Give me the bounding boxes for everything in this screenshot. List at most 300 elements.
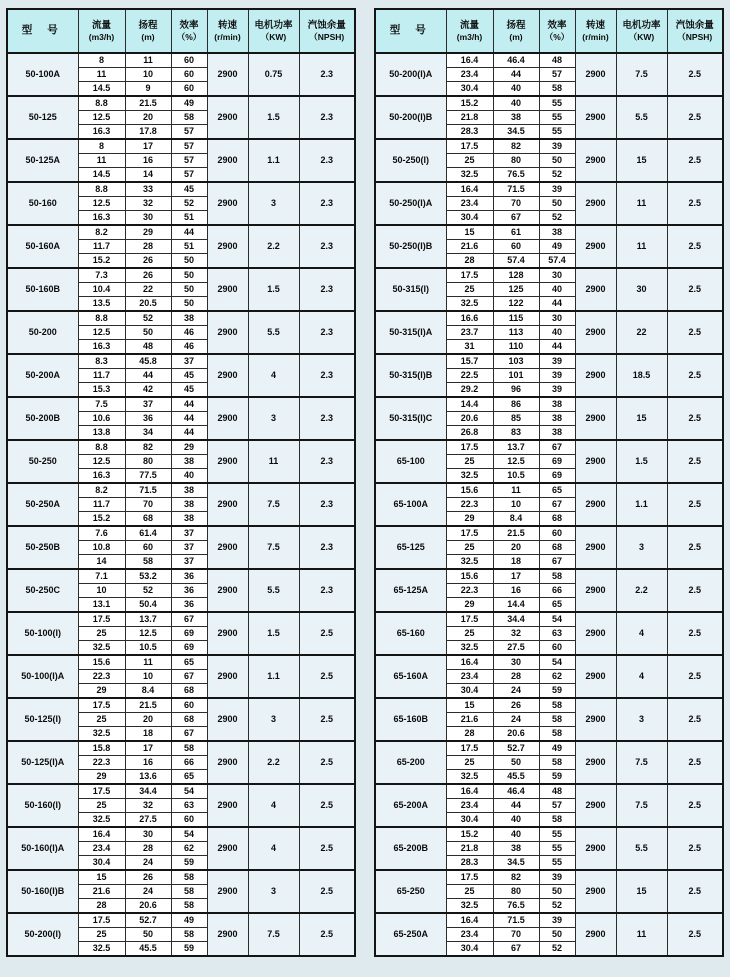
efficiency-cell: 59: [539, 684, 575, 699]
table-row: [7, 526, 355, 541]
table-row: [7, 96, 355, 111]
flow-cell: 25: [78, 928, 125, 942]
head-cell: 60: [125, 541, 171, 555]
efficiency-cell: 50: [539, 928, 575, 942]
head-cell: 8.4: [125, 684, 171, 699]
table-row: [7, 698, 355, 713]
flow-cell: 16.4: [78, 827, 125, 842]
flow-cell: 12.5: [78, 111, 125, 125]
speed-cell: 2900: [575, 182, 616, 225]
model-cell: 50-100(I)A: [7, 655, 78, 698]
head-cell: 11: [125, 655, 171, 670]
table-row: [375, 53, 723, 68]
efficiency-cell: 44: [171, 412, 207, 426]
npsh-cell: 2.5: [667, 827, 723, 870]
table-row: [7, 827, 355, 842]
flow-cell: 25: [446, 885, 493, 899]
efficiency-cell: 50: [539, 197, 575, 211]
flow-cell: 30.4: [446, 211, 493, 226]
flow-cell: 13.5: [78, 297, 125, 312]
head-cell: 16: [125, 154, 171, 168]
efficiency-cell: 55: [539, 125, 575, 140]
head-cell: 17: [125, 741, 171, 756]
model-cell: 65-200: [375, 741, 446, 784]
npsh-cell: 2.3: [299, 225, 355, 268]
header-efficiency: [171, 9, 207, 53]
speed-cell: 2900: [575, 483, 616, 526]
head-cell: 60: [493, 240, 539, 254]
power-cell: 15: [616, 397, 667, 440]
head-cell: 50: [493, 756, 539, 770]
power-cell: 3: [248, 870, 299, 913]
table-row: [375, 268, 723, 283]
npsh-cell: 2.5: [299, 741, 355, 784]
model-cell: 50-125(I)A: [7, 741, 78, 784]
model-cell: 50-200(I): [7, 913, 78, 956]
head-cell: 52.7: [125, 913, 171, 928]
header-head: [493, 9, 539, 53]
efficiency-cell: 30: [539, 268, 575, 283]
flow-cell: 32.5: [446, 555, 493, 570]
npsh-cell: 2.3: [299, 440, 355, 483]
flow-cell: 17.5: [446, 440, 493, 455]
power-cell: 1.5: [248, 96, 299, 139]
model-cell: 65-200A: [375, 784, 446, 827]
npsh-cell: 2.5: [667, 870, 723, 913]
efficiency-cell: 45: [171, 383, 207, 398]
speed-cell: 2900: [575, 569, 616, 612]
speed-cell: 2900: [207, 397, 248, 440]
npsh-cell: 2.5: [667, 268, 723, 311]
flow-cell: 25: [446, 627, 493, 641]
efficiency-cell: 49: [539, 741, 575, 756]
speed-cell: 2900: [575, 139, 616, 182]
flow-cell: 29: [446, 598, 493, 613]
pump-spec-table-right: [374, 8, 724, 957]
speed-cell: 2900: [575, 526, 616, 569]
efficiency-cell: 50: [171, 283, 207, 297]
head-cell: 50: [125, 928, 171, 942]
npsh-cell: 2.5: [299, 655, 355, 698]
head-cell: 37: [125, 397, 171, 412]
header-efficiency: [539, 9, 575, 53]
model-cell: 65-200B: [375, 827, 446, 870]
flow-cell: 12.5: [78, 455, 125, 469]
head-cell: 128: [493, 268, 539, 283]
model-cell: 50-160: [7, 182, 78, 225]
npsh-cell: 2.3: [299, 139, 355, 182]
head-cell: 71.5: [493, 913, 539, 928]
efficiency-cell: 57: [171, 154, 207, 168]
npsh-cell: 2.5: [667, 397, 723, 440]
table-row: [375, 870, 723, 885]
npsh-cell: 2.5: [667, 612, 723, 655]
head-cell: 28: [493, 670, 539, 684]
speed-cell: 2900: [575, 440, 616, 483]
speed-cell: 2900: [575, 913, 616, 956]
npsh-cell: 2.5: [299, 870, 355, 913]
header-power-label: 电机功率: [622, 19, 661, 31]
power-cell: 0.75: [248, 53, 299, 96]
power-cell: 4: [248, 827, 299, 870]
flow-cell: 20.6: [446, 412, 493, 426]
speed-cell: 2900: [575, 354, 616, 397]
efficiency-cell: 67: [171, 670, 207, 684]
speed-cell: 2900: [207, 698, 248, 741]
head-cell: 18: [125, 727, 171, 742]
flow-cell: 22.3: [78, 756, 125, 770]
flow-cell: 32.5: [446, 297, 493, 312]
flow-cell: 16.4: [446, 655, 493, 670]
table-row: [7, 741, 355, 756]
speed-cell: 2900: [575, 741, 616, 784]
efficiency-cell: 55: [539, 827, 575, 842]
power-cell: 7.5: [248, 913, 299, 956]
head-cell: 20.5: [125, 297, 171, 312]
head-cell: 52: [125, 311, 171, 326]
efficiency-cell: 58: [171, 899, 207, 914]
power-cell: 4: [248, 354, 299, 397]
table-row: [375, 354, 723, 369]
table-row: [375, 397, 723, 412]
efficiency-cell: 58: [539, 698, 575, 713]
efficiency-cell: 57: [539, 799, 575, 813]
speed-cell: 2900: [207, 569, 248, 612]
model-cell: 50-125(I): [7, 698, 78, 741]
power-cell: 3: [616, 526, 667, 569]
model-cell: 50-160B: [7, 268, 78, 311]
flow-cell: 17.5: [446, 612, 493, 627]
efficiency-cell: 52: [539, 899, 575, 914]
efficiency-cell: 57: [171, 139, 207, 154]
speed-cell: 2900: [207, 741, 248, 784]
efficiency-cell: 37: [171, 354, 207, 369]
flow-cell: 29: [446, 512, 493, 527]
efficiency-cell: 46: [171, 326, 207, 340]
efficiency-cell: 50: [539, 154, 575, 168]
npsh-cell: 2.5: [667, 440, 723, 483]
model-cell: 50-315(I): [375, 268, 446, 311]
head-cell: 12.5: [125, 627, 171, 641]
flow-cell: 16.4: [446, 182, 493, 197]
flow-cell: 7.1: [78, 569, 125, 584]
efficiency-cell: 51: [171, 240, 207, 254]
speed-cell: 2900: [575, 698, 616, 741]
model-cell: 65-100A: [375, 483, 446, 526]
header-flow-label: 流量: [91, 19, 111, 31]
header-efficiency-unit: （%）: [176, 31, 202, 42]
flow-cell: 30.4: [446, 813, 493, 828]
table-row: [7, 354, 355, 369]
speed-cell: 2900: [207, 268, 248, 311]
model-cell: 50-200(I)A: [375, 53, 446, 96]
flow-cell: 23.4: [446, 197, 493, 211]
header-head-unit: (m): [509, 31, 523, 42]
head-cell: 17.8: [125, 125, 171, 140]
flow-cell: 17.5: [446, 139, 493, 154]
flow-cell: 25: [446, 154, 493, 168]
table-row: [7, 655, 355, 670]
power-cell: 4: [616, 655, 667, 698]
flow-cell: 32.5: [78, 942, 125, 957]
npsh-cell: 2.3: [299, 354, 355, 397]
efficiency-cell: 37: [171, 526, 207, 541]
efficiency-cell: 62: [539, 670, 575, 684]
power-cell: 22: [616, 311, 667, 354]
head-cell: 26: [125, 268, 171, 283]
speed-cell: 2900: [207, 827, 248, 870]
efficiency-cell: 38: [539, 397, 575, 412]
speed-cell: 2900: [575, 268, 616, 311]
head-cell: 30: [125, 827, 171, 842]
efficiency-cell: 58: [539, 569, 575, 584]
head-cell: 36: [125, 412, 171, 426]
flow-cell: 11: [78, 154, 125, 168]
npsh-cell: 2.5: [667, 311, 723, 354]
head-cell: 45.5: [125, 942, 171, 957]
flow-cell: 30.4: [446, 684, 493, 699]
head-cell: 10: [125, 670, 171, 684]
npsh-cell: 2.3: [299, 526, 355, 569]
head-cell: 34.5: [493, 856, 539, 871]
efficiency-cell: 67: [539, 498, 575, 512]
efficiency-cell: 60: [171, 813, 207, 828]
head-cell: 30: [493, 655, 539, 670]
flow-cell: 16.3: [78, 340, 125, 355]
flow-cell: 17.5: [446, 268, 493, 283]
efficiency-cell: 38: [171, 311, 207, 326]
model-cell: 65-125: [375, 526, 446, 569]
efficiency-cell: 63: [539, 627, 575, 641]
efficiency-cell: 67: [171, 612, 207, 627]
flow-cell: 12.5: [78, 197, 125, 211]
head-cell: 24: [493, 713, 539, 727]
efficiency-cell: 69: [539, 455, 575, 469]
speed-cell: 2900: [207, 913, 248, 956]
efficiency-cell: 58: [171, 111, 207, 125]
power-cell: 7.5: [616, 784, 667, 827]
model-cell: 50-160(I): [7, 784, 78, 827]
flow-cell: 29.2: [446, 383, 493, 398]
header-efficiency-label: 效率: [179, 19, 199, 31]
flow-cell: 25: [446, 283, 493, 297]
head-cell: 96: [493, 383, 539, 398]
head-cell: 20.6: [493, 727, 539, 742]
head-cell: 11: [493, 483, 539, 498]
head-cell: 57.4: [493, 254, 539, 269]
flow-cell: 8.8: [78, 311, 125, 326]
efficiency-cell: 65: [539, 598, 575, 613]
flow-cell: 7.3: [78, 268, 125, 283]
efficiency-cell: 39: [539, 182, 575, 197]
flow-cell: 11.7: [78, 498, 125, 512]
flow-cell: 17.5: [78, 698, 125, 713]
npsh-cell: 2.3: [299, 268, 355, 311]
efficiency-cell: 39: [539, 870, 575, 885]
flow-cell: 16.3: [78, 125, 125, 140]
flow-cell: 8: [78, 139, 125, 154]
head-cell: 40: [493, 813, 539, 828]
flow-cell: 16.4: [446, 913, 493, 928]
efficiency-cell: 58: [171, 741, 207, 756]
power-cell: 1.5: [248, 612, 299, 655]
power-cell: 2.2: [616, 569, 667, 612]
head-cell: 67: [493, 942, 539, 957]
flow-cell: 8.2: [78, 483, 125, 498]
power-cell: 1.1: [616, 483, 667, 526]
head-cell: 13.7: [125, 612, 171, 627]
efficiency-cell: 44: [171, 397, 207, 412]
header-npsh-unit: （NPSH): [309, 31, 345, 42]
speed-cell: 2900: [207, 53, 248, 96]
efficiency-cell: 40: [171, 469, 207, 484]
head-cell: 20: [125, 713, 171, 727]
flow-cell: 21.6: [78, 885, 125, 899]
header-npsh: [667, 9, 723, 53]
header-speed: [207, 9, 248, 53]
speed-cell: 2900: [207, 139, 248, 182]
head-cell: 52.7: [493, 741, 539, 756]
head-cell: 24: [493, 684, 539, 699]
table-row: [7, 225, 355, 240]
head-cell: 61: [493, 225, 539, 240]
speed-cell: 2900: [207, 526, 248, 569]
head-cell: 32: [493, 627, 539, 641]
efficiency-cell: 37: [171, 555, 207, 570]
model-cell: 50-315(I)C: [375, 397, 446, 440]
efficiency-cell: 39: [539, 913, 575, 928]
head-cell: 86: [493, 397, 539, 412]
speed-cell: 2900: [207, 870, 248, 913]
flow-cell: 23.4: [446, 670, 493, 684]
flow-cell: 14: [78, 555, 125, 570]
flow-cell: 30.4: [78, 856, 125, 871]
model-cell: 50-125A: [7, 139, 78, 182]
power-cell: 5.5: [248, 569, 299, 612]
table-row: [7, 440, 355, 455]
flow-cell: 32.5: [446, 469, 493, 484]
power-cell: 7.5: [616, 53, 667, 96]
efficiency-cell: 52: [539, 211, 575, 226]
efficiency-cell: 37: [171, 541, 207, 555]
efficiency-cell: 62: [171, 842, 207, 856]
flow-cell: 29: [78, 684, 125, 699]
head-cell: 20: [493, 541, 539, 555]
efficiency-cell: 60: [171, 68, 207, 82]
flow-cell: 15.6: [78, 655, 125, 670]
head-cell: 28: [125, 842, 171, 856]
head-cell: 12.5: [493, 455, 539, 469]
efficiency-cell: 60: [539, 641, 575, 656]
efficiency-cell: 54: [171, 827, 207, 842]
table-row: [375, 655, 723, 670]
head-cell: 34: [125, 426, 171, 441]
npsh-cell: 2.5: [667, 225, 723, 268]
head-cell: 14.4: [493, 598, 539, 613]
efficiency-cell: 40: [539, 283, 575, 297]
header-efficiency-label: 效率: [547, 19, 567, 31]
efficiency-cell: 59: [539, 770, 575, 785]
speed-cell: 2900: [207, 311, 248, 354]
flow-cell: 16.3: [78, 211, 125, 226]
header-speed-label: 转速: [585, 19, 605, 31]
power-cell: 15: [616, 870, 667, 913]
head-cell: 83: [493, 426, 539, 441]
head-cell: 50.4: [125, 598, 171, 613]
head-cell: 18: [493, 555, 539, 570]
flow-cell: 11: [78, 68, 125, 82]
table-row: [375, 311, 723, 326]
flow-cell: 32.5: [446, 770, 493, 785]
speed-cell: 2900: [575, 96, 616, 139]
flow-cell: 23.4: [446, 68, 493, 82]
table-row: [7, 139, 355, 154]
head-cell: 34.5: [493, 125, 539, 140]
table-row: [375, 96, 723, 111]
head-cell: 82: [125, 440, 171, 455]
flow-cell: 22.3: [446, 584, 493, 598]
head-cell: 46.4: [493, 784, 539, 799]
power-cell: 7.5: [616, 741, 667, 784]
efficiency-cell: 50: [539, 885, 575, 899]
efficiency-cell: 57: [171, 168, 207, 183]
efficiency-cell: 58: [171, 928, 207, 942]
efficiency-cell: 38: [171, 455, 207, 469]
efficiency-cell: 58: [171, 885, 207, 899]
model-cell: 65-125A: [375, 569, 446, 612]
head-cell: 122: [493, 297, 539, 312]
efficiency-cell: 69: [539, 469, 575, 484]
head-cell: 42: [125, 383, 171, 398]
model-cell: 65-160: [375, 612, 446, 655]
head-cell: 71.5: [125, 483, 171, 498]
speed-cell: 2900: [207, 483, 248, 526]
flow-cell: 21.8: [446, 111, 493, 125]
flow-cell: 8.8: [78, 182, 125, 197]
flow-cell: 10.6: [78, 412, 125, 426]
speed-cell: 2900: [575, 397, 616, 440]
npsh-cell: 2.3: [299, 311, 355, 354]
efficiency-cell: 38: [171, 512, 207, 527]
head-cell: 10.5: [493, 469, 539, 484]
head-cell: 14: [125, 168, 171, 183]
header-npsh-unit: （NPSH): [677, 31, 713, 42]
header-power-label: 电机功率: [254, 19, 293, 31]
flow-cell: 17.5: [446, 526, 493, 541]
table-row: [375, 483, 723, 498]
power-cell: 1.5: [248, 268, 299, 311]
npsh-cell: 2.5: [299, 612, 355, 655]
flow-cell: 30.4: [446, 82, 493, 97]
head-cell: 80: [125, 455, 171, 469]
header-speed-unit: (r/min): [214, 31, 241, 42]
flow-cell: 22.5: [446, 369, 493, 383]
efficiency-cell: 49: [539, 240, 575, 254]
table-row: [375, 827, 723, 842]
head-cell: 16: [125, 756, 171, 770]
npsh-cell: 2.3: [299, 483, 355, 526]
model-cell: 50-250(I): [375, 139, 446, 182]
efficiency-cell: 57.4: [539, 254, 575, 269]
head-cell: 71.5: [493, 182, 539, 197]
flow-cell: 15.8: [78, 741, 125, 756]
head-cell: 27.5: [493, 641, 539, 656]
flow-cell: 26.8: [446, 426, 493, 441]
npsh-cell: 2.5: [667, 354, 723, 397]
head-cell: 101: [493, 369, 539, 383]
head-cell: 70: [125, 498, 171, 512]
efficiency-cell: 30: [539, 311, 575, 326]
